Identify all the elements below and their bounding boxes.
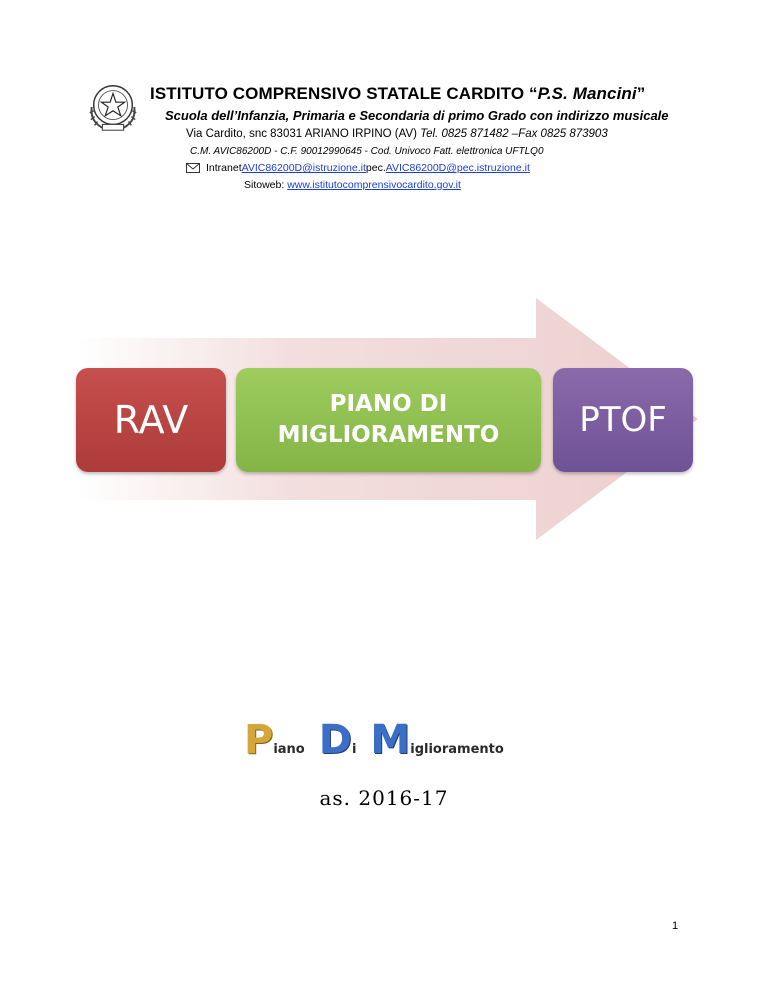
website-link[interactable]: www.istitutocomprensivocardito.gov.it — [287, 179, 461, 191]
school-address: Via Cardito, snc 83031 ARIANO IRPINO (AV) Tel. 0825 871482 –Fax 0825 873903 — [186, 128, 608, 140]
rav-box: RAV — [76, 368, 226, 472]
intranet-email-link[interactable]: AVIC86200D@istruzione.it — [241, 162, 366, 174]
ptof-box: PTOF — [553, 368, 693, 472]
piano-di-miglioramento-box: PIANO DI MIGLIORAMENTO — [236, 368, 541, 472]
process-diagram — [76, 296, 698, 542]
school-subtitle: Scuola dell’Infanzia, Primaria e Secondaria di primo Grado con indirizzo musicale — [165, 108, 669, 123]
page-number: 1 — [672, 920, 679, 932]
email-line: Intranet AVIC86200D@istruzione.it pec. AVIC86200D@pec.istruzione.it — [186, 162, 530, 174]
pdm-logo: P iano D i M iglioramento — [244, 717, 504, 763]
school-year: as. 2016-17 — [319, 786, 449, 810]
pec-email-link[interactable]: AVIC86200D@pec.istruzione.it — [385, 162, 530, 174]
website-line: Sitoweb: www.istitutocomprensivocardito.gov.it — [244, 179, 461, 191]
school-codes: C.M. AVIC86200D - C.F. 90012990645 - Cod. Univoco Fatt. elettronica UFTLQ0 — [190, 146, 544, 157]
envelope-icon — [186, 163, 200, 173]
school-title: ISTITUTO COMPRENSIVO STATALE CARDITO “P.S. Mancini” — [150, 84, 646, 103]
republic-emblem-icon — [84, 78, 142, 136]
